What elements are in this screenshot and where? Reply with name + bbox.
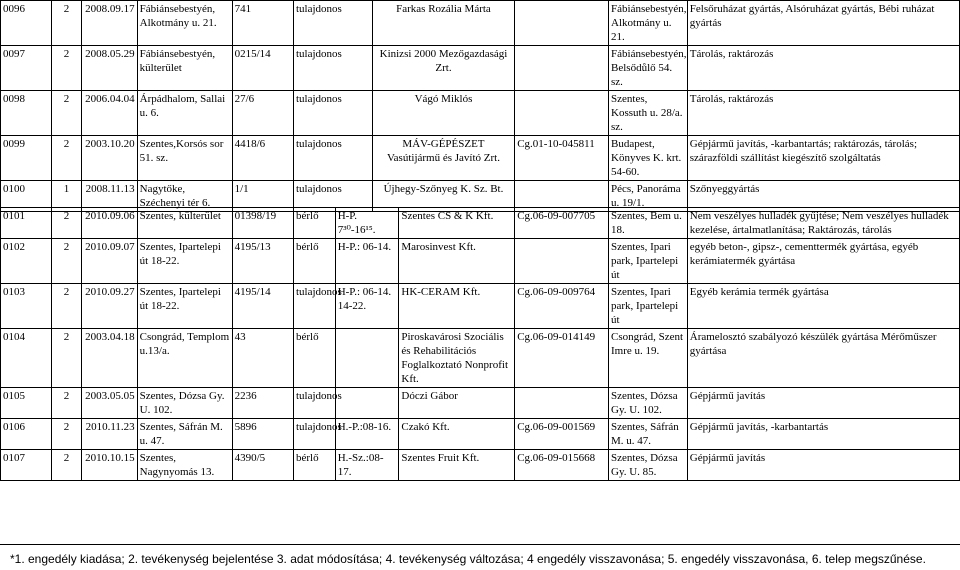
row-activity: Felsőruházat gyártás, Alsóruházat gyártás, Bébi ruházat gyártás (687, 1, 959, 46)
row-address: Fábiánsebestyén, külterület (137, 46, 232, 91)
row-date: 2010.09.06 (82, 208, 138, 239)
row-type-code: 2 (51, 419, 81, 450)
row-registration-number: Cg.06-09-014149 (515, 329, 609, 388)
row-id: 0107 (1, 450, 52, 481)
registry-table-lower (0, 207, 960, 481)
row-id: 0100 (1, 181, 52, 212)
row-type-code: 1 (51, 181, 81, 212)
row-opening-hours (335, 329, 399, 388)
row-date: 2010.09.07 (82, 239, 138, 284)
row-type-code: 2 (51, 1, 81, 46)
row-address: Szentes, Sáfrán M. u. 47. (137, 419, 232, 450)
row-activity: Áramelosztó szabályozó készülék gyártása Mérőműszer gyártása (687, 329, 959, 388)
row-activity: Gépjármű javítás, -karbantartás; raktározás, tárolás; szárazföldi szállítást kiegészítő szolgáltatás (687, 136, 959, 181)
row-parcel-number: 43 (232, 329, 293, 388)
row-operator-name: Vágó Miklós (372, 91, 514, 136)
table-row (1, 239, 960, 284)
row-registration-number (515, 388, 609, 419)
row-ownership: tulajdonos (294, 181, 373, 212)
row-registration-number (515, 91, 609, 136)
row-activity: Nem veszélyes hulladék gyűjtése; Nem veszélyes hulladék kezelése, ártalmatlanítása; Raktározás, tárolás (687, 208, 959, 239)
row-id: 0104 (1, 329, 52, 388)
row-address: Szentes,Korsós sor 51. sz. (137, 136, 232, 181)
row-operator-name: Czakó Kft. (399, 419, 515, 450)
row-type-code: 2 (51, 388, 81, 419)
row-parcel-number: 741 (232, 1, 293, 46)
row-activity: Tárolás, raktározás (687, 46, 959, 91)
row-id: 0105 (1, 388, 52, 419)
table-row (1, 208, 960, 239)
row-parcel-number: 4195/13 (232, 239, 293, 284)
row-ownership: tulajdonos (294, 46, 373, 91)
table-row (1, 91, 960, 136)
row-ownership: bérlő (294, 239, 336, 284)
table-row (1, 46, 960, 91)
row-type-code: 2 (51, 136, 81, 181)
row-date: 2003.05.05 (82, 388, 138, 419)
row-id: 0099 (1, 136, 52, 181)
row-address: Nagytőke, Széchenyi tér 6. (137, 181, 232, 212)
table-row (1, 329, 960, 388)
row-parcel-number: 4418/6 (232, 136, 293, 181)
row-activity: Egyéb kerámia termék gyártása (687, 284, 959, 329)
table-row (1, 419, 960, 450)
row-address: Szentes, Ipartelepi út 18-22. (137, 239, 232, 284)
row-address: Fábiánsebestyén, Alkotmány u. 21. (137, 1, 232, 46)
row-id: 0101 (1, 208, 52, 239)
row-site-address: Szentes, Ipari park, Ipartelepi út (609, 284, 688, 329)
row-parcel-number: 0215/14 (232, 46, 293, 91)
row-registration-number: Cg.06-09-001569 (515, 419, 609, 450)
row-id: 0103 (1, 284, 52, 329)
row-id: 0106 (1, 419, 52, 450)
row-site-address: Szentes, Dózsa Gy. U. 85. (609, 450, 688, 481)
row-id: 0098 (1, 91, 52, 136)
row-registration-number: Cg.06-09-015668 (515, 450, 609, 481)
row-ownership: tulajdonos (294, 419, 336, 450)
row-opening-hours: H-P. 7³⁰-16¹⁵. (335, 208, 399, 239)
row-activity: Gépjármű javítás (687, 450, 959, 481)
row-parcel-number: 4390/5 (232, 450, 293, 481)
row-operator-name: Szentes Fruit Kft. (399, 450, 515, 481)
row-ownership: tulajdonos (294, 284, 336, 329)
row-type-code: 2 (51, 329, 81, 388)
row-id: 0096 (1, 1, 52, 46)
row-ownership: tulajdonos (294, 91, 373, 136)
row-registration-number: Cg.01-10-045811 (515, 136, 609, 181)
row-operator-name: Farkas Rozália Márta (372, 1, 514, 46)
row-registration-number (515, 239, 609, 284)
row-operator-name: MÁV-GÉPÉSZET Vasútijármű és Javító Zrt. (372, 136, 514, 181)
row-type-code: 2 (51, 284, 81, 329)
row-site-address: Pécs, Panoráma u. 19/1. (609, 181, 688, 212)
row-site-address: Szentes, Kossuth u. 28/a. sz. (609, 91, 688, 136)
row-date: 2006.04.04 (82, 91, 138, 136)
table-row (1, 1, 960, 46)
row-operator-name: Marosinvest Kft. (399, 239, 515, 284)
row-operator-name: Kinizsi 2000 Mezőgazdasági Zrt. (372, 46, 514, 91)
row-ownership: bérlő (294, 450, 336, 481)
row-parcel-number: 2236 (232, 388, 293, 419)
row-address: Szentes, Nagynyomás 13. (137, 450, 232, 481)
row-site-address: Budapest, Könyves K. krt. 54-60. (609, 136, 688, 181)
row-ownership: bérlő (294, 329, 336, 388)
row-date: 2010.09.27 (82, 284, 138, 329)
row-activity: egyéb beton-, gipsz-, cementtermék gyártása, egyéb kerámiatermék gyártása (687, 239, 959, 284)
row-address: Szentes, Ipartelepi út 18-22. (137, 284, 232, 329)
row-opening-hours (335, 388, 399, 419)
row-address: Csongrád, Templom u.13/a. (137, 329, 232, 388)
row-type-code: 2 (51, 208, 81, 239)
table-row (1, 136, 960, 181)
row-type-code: 2 (51, 91, 81, 136)
row-id: 0097 (1, 46, 52, 91)
row-address: Szentes, Dózsa Gy. U. 102. (137, 388, 232, 419)
row-address: Árpádhalom, Sallai u. 6. (137, 91, 232, 136)
row-type-code: 2 (51, 239, 81, 284)
row-date: 2008.05.29 (82, 46, 138, 91)
row-parcel-number: 4195/14 (232, 284, 293, 329)
row-date: 2003.10.20 (82, 136, 138, 181)
row-ownership: bérlő (294, 208, 336, 239)
table-row (1, 388, 960, 419)
row-type-code: 2 (51, 46, 81, 91)
row-site-address: Fábiánsebestyén, Belsődůlő 54. sz. (609, 46, 688, 91)
table-row (1, 450, 960, 481)
row-registration-number (515, 46, 609, 91)
row-registration-number: Cg.06-09-009764 (515, 284, 609, 329)
row-ownership: tulajdonos (294, 1, 373, 46)
row-site-address: Szentes, Sáfrán M. u. 47. (609, 419, 688, 450)
row-parcel-number: 5896 (232, 419, 293, 450)
row-registration-number (515, 1, 609, 46)
row-site-address: Fábiánsebestyén, Alkotmány u. 21. (609, 1, 688, 46)
row-site-address: Szentes, Dózsa Gy. U. 102. (609, 388, 688, 419)
footer-divider (0, 544, 960, 545)
row-site-address: Szentes, Bem u. 18. (609, 208, 688, 239)
row-opening-hours: H.-P.:08-16. (335, 419, 399, 450)
footnote: *1. engedély kiadása; 2. tevékenység bejelentése 3. adat módosítása; 4. tevékenység változása; 4 engedély visszavonása; 5. engedély visszavonása, 6. telep megszűnése. (10, 552, 926, 566)
row-id: 0102 (1, 239, 52, 284)
row-opening-hours: H.-Sz.:08-17. (335, 450, 399, 481)
row-date: 2010.11.23 (82, 419, 138, 450)
row-activity: Gépjármű javítás (687, 388, 959, 419)
row-operator-name: Dóczi Gábor (399, 388, 515, 419)
row-address: Szentes, külterület (137, 208, 232, 239)
row-registration-number: Cg.06-09-007705 (515, 208, 609, 239)
row-operator-name: Újhegy-Szőnyeg K. Sz. Bt. (372, 181, 514, 212)
row-date: 2008.09.17 (82, 1, 138, 46)
row-date: 2008.11.13 (82, 181, 138, 212)
row-opening-hours: H-P.: 06-14. 14-22. (335, 284, 399, 329)
row-activity: Tárolás, raktározás (687, 91, 959, 136)
row-parcel-number: 1/1 (232, 181, 293, 212)
registry-table-upper (0, 0, 960, 212)
row-operator-name: HK-CERAM Kft. (399, 284, 515, 329)
row-parcel-number: 27/6 (232, 91, 293, 136)
row-operator-name: Szentes CS & K Kft. (399, 208, 515, 239)
row-date: 2010.10.15 (82, 450, 138, 481)
row-site-address: Szentes, Ipari park, Ipartelepi út (609, 239, 688, 284)
row-date: 2003.04.18 (82, 329, 138, 388)
row-site-address: Csongrád, Szent Imre u. 19. (609, 329, 688, 388)
row-parcel-number: 01398/19 (232, 208, 293, 239)
row-operator-name: Piroskavárosi Szociális és Rehabilitációs Foglalkoztató Nonprofit Kft. (399, 329, 515, 388)
row-opening-hours: H-P.: 06-14. (335, 239, 399, 284)
table-row (1, 284, 960, 329)
row-activity: Szőnyeggyártás (687, 181, 959, 212)
row-ownership: tulajdonos (294, 388, 336, 419)
row-type-code: 2 (51, 450, 81, 481)
row-ownership: tulajdonos (294, 136, 373, 181)
row-activity: Gépjármű javítás, -karbantartás (687, 419, 959, 450)
